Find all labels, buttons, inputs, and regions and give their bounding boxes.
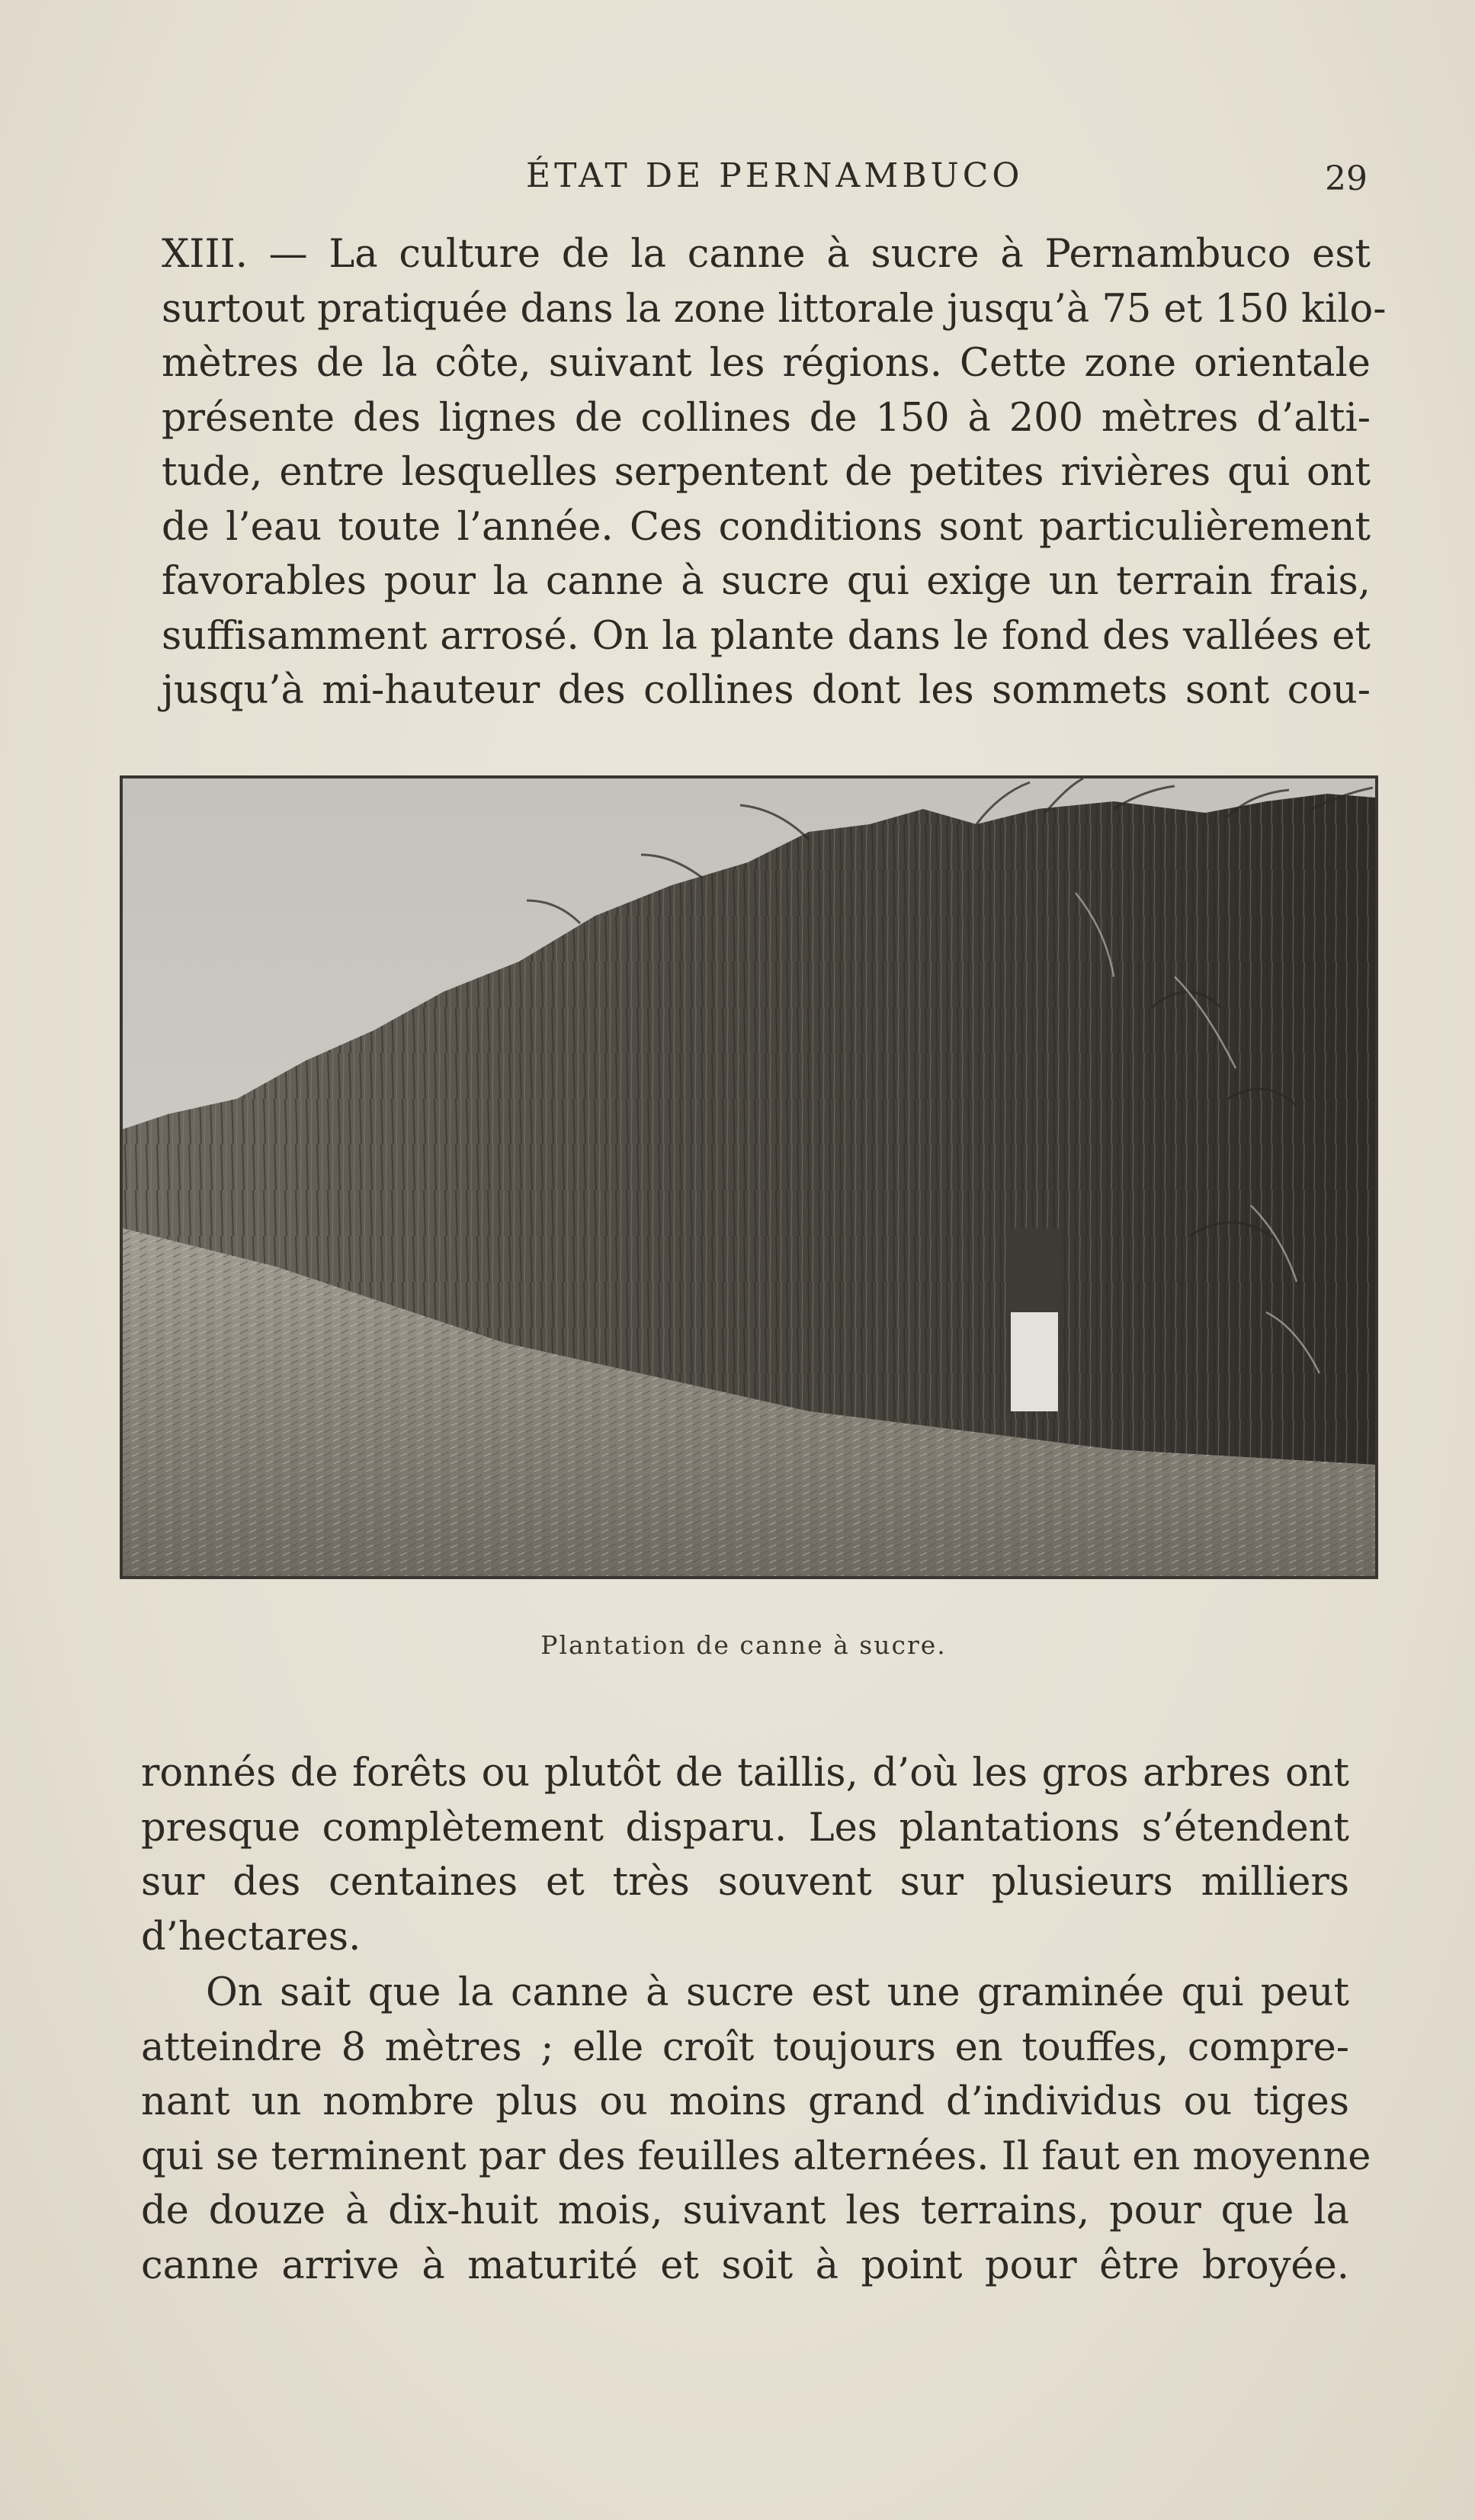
text-line: de l’eau toute l’année. Ces conditions sont particulièrement (162, 504, 1371, 550)
running-head (0, 156, 1475, 202)
page-number: 29 (1325, 159, 1368, 198)
text-line: qui se terminent par des feuilles alternées. Il faut en moyenne (141, 2133, 1371, 2179)
text-line: favorables pour la canne à sucre qui exige un terrain frais, (162, 559, 1371, 604)
text-line: présente des lignes de collines de 150 à 200 mètres d’alti- (162, 395, 1371, 441)
text-line: canne arrive à maturité et soit à point pour être broyée. (141, 2242, 1349, 2288)
text-line: de douze à dix-huit mois, suivant les terrains, pour que la (141, 2188, 1349, 2233)
text-line: surtout pratiquée dans la zone littorale jusqu’à 75 et 150 kilo- (162, 286, 1387, 332)
text-line: XIII. — La culture de la canne à sucre à Pernambuco est (162, 232, 1371, 277)
text-line: On sait que la canne à sucre est une graminée qui peut (206, 1970, 1349, 2015)
text-line: d’hectares. (141, 1914, 361, 1960)
text-line: mètres de la côte, suivant les régions. Cette zone orientale (162, 341, 1371, 386)
text-line: tude, entre lesquelles serpentent de petites rivières qui ont (162, 450, 1371, 495)
text-line: atteindre 8 mètres ; elle croît toujours en touffes, compre- (141, 2024, 1349, 2070)
paragraph-culture-canne (162, 227, 1387, 718)
text-line: ronnés de forêts ou plutôt de taillis, d’où les gros arbres ont (141, 1751, 1349, 1796)
text-line: nant un nombre plus ou moins grand d’individus ou tiges (141, 2079, 1349, 2124)
stone-marker (1007, 1228, 1060, 1411)
figure-caption: Plantation de canne à sucre. (540, 1630, 947, 1660)
paragraph-forets (141, 1746, 1349, 1964)
running-title: ÉTAT DE PERNAMBUCO (526, 156, 1024, 195)
text-line: suffisamment arrosé. On la plante dans le fond des vallées et (162, 613, 1371, 659)
paragraph-graminee (141, 1966, 1371, 2293)
sugar-cane-photo-illustration (123, 778, 1375, 1576)
plantation-photograph (120, 775, 1378, 1579)
text-line: presque complètement disparu. Les plantations s’étendent (141, 1805, 1349, 1851)
text-line: sur des centaines et très souvent sur plusieurs milliers (141, 1860, 1349, 1905)
text-line: jusqu’à mi-hauteur des collines dont les sommets sont cou- (162, 668, 1371, 713)
